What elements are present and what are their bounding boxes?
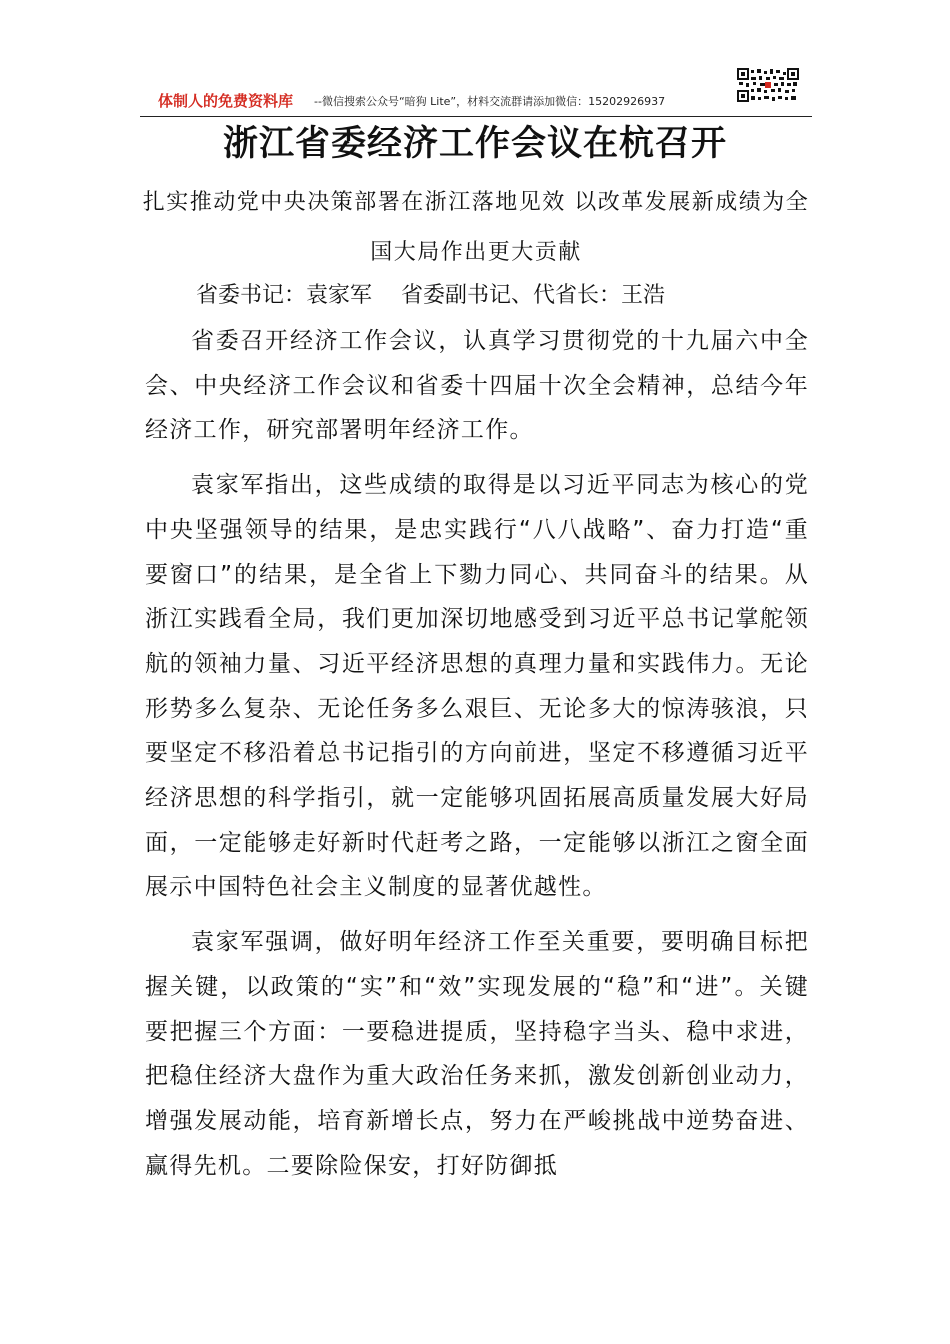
article-subtitle: 扎实推动党中央决策部署在浙江落地见效 以改革发展新成绩为全国大局作出更大贡献 [142, 190, 810, 265]
paragraph: 袁家军指出，这些成绩的取得是以习近平同志为核心的党中央坚强领导的结果，是忠实践行“八八战略”、奋力打造“重要窗口”的结果，是全省上下勠力同心、共同奋斗的结果。从浙江实践看全局，我们更加深切地感受到习近平总书记掌舵领航的领袖力量、习近平经济思想的真理力量和实践伟力。无论形势多么复杂、无论任务多么艰巨、无论多大的惊涛骇浪，只要坚定不移沿着总书记指引的方向前进，坚定不移遵循习近平经济思想的科学指引，就一定能够巩固拓展高质量发展大好局面，一定能够走好新时代赶考之路，一定能够以浙江之窗全面展示中国特色社会主义制度的显著优越性。 [145, 472, 809, 901]
brand-name: 体制人的免费资料库 [158, 92, 294, 110]
header-tagline: --微信搜索公众号“暗狗 Lite”，材料交流群请添加微信：15202926937 [314, 95, 666, 108]
article-title: 浙江省委经济工作会议在杭召开 [222, 123, 727, 164]
officials-line [196, 276, 665, 316]
party-secretary: 省委书记：袁家军 [196, 283, 373, 308]
acting-governor: 省委副书记、代省长：王浩 [401, 283, 666, 308]
qr-code-icon [737, 68, 799, 102]
article-body [145, 319, 809, 1198]
page-header [140, 68, 812, 117]
paragraph: 袁家军强调，做好明年经济工作至关重要，要明确目标把握关键，以政策的“实”和“效”实现发展的“稳”和“进”。关键要把握三个方面：一要稳进提质，坚持稳字当头、稳中求进，把稳住经济大盘作为重大政治任务来抓，激发创新创业动力，增强发展动能，培育新增长点，努力在严峻挑战中逆势奋进、赢得先机。二要除险保安，打好防御抵 [145, 929, 809, 1179]
paragraph: 省委召开经济工作会议，认真学习贯彻党的十九届六中全会、中央经济工作会议和省委十四届十次全会精神，总结今年经济工作，研究部署明年经济工作。 [145, 328, 809, 444]
